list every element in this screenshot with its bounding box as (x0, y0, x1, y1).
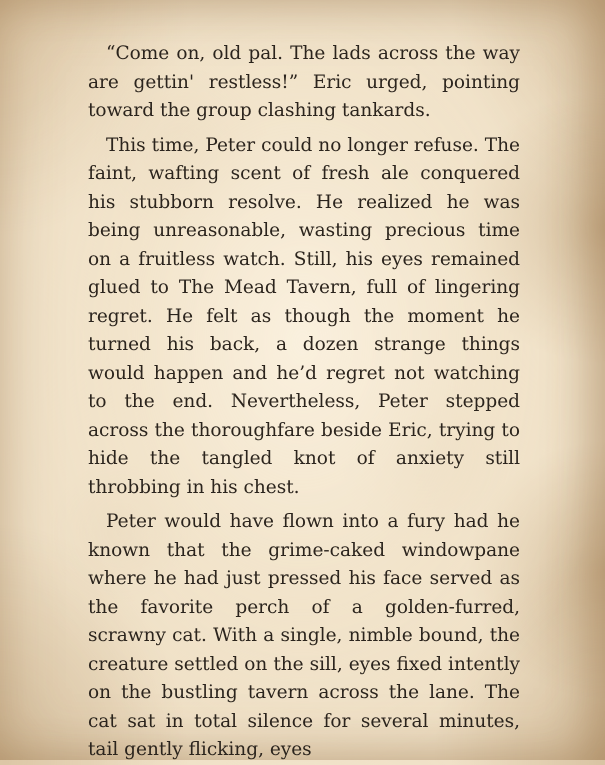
paragraph-2: This time, Peter could no longer refuse. The faint, wafting scent of fresh ale conquered his stubborn resolve. He realized he was being unreasonable, wasting precious time on a fruitless watch. Still, his eyes remained glued to The Mead Tavern, full of lingering regret. He felt as though the moment he turned his back, a dozen strange things would happen and he’d regret not watching to the end. Nevertheless, Peter stepped across the thoroughfare beside Eric, trying to hide the tangled knot of anxiety still throbbing in his chest. (88, 134, 520, 498)
paragraph-1: “Come on, old pal. The lads across the way are gettin' restless!” Eric urged, pointing toward the group clashing tankards. (88, 43, 520, 121)
book-text-column (88, 40, 520, 765)
paragraph-3: Peter would have flown into a fury had he known that the grime-caked windowpane where he had just pressed his face served as the favorite perch of a golden-furred, scrawny cat. With a single, nimble bound, the creature settled on the sill, eyes fixed intently on the bustling tavern across the lane. The cat sat in total silence for several minutes, tail gently flicking, eyes (88, 511, 520, 760)
